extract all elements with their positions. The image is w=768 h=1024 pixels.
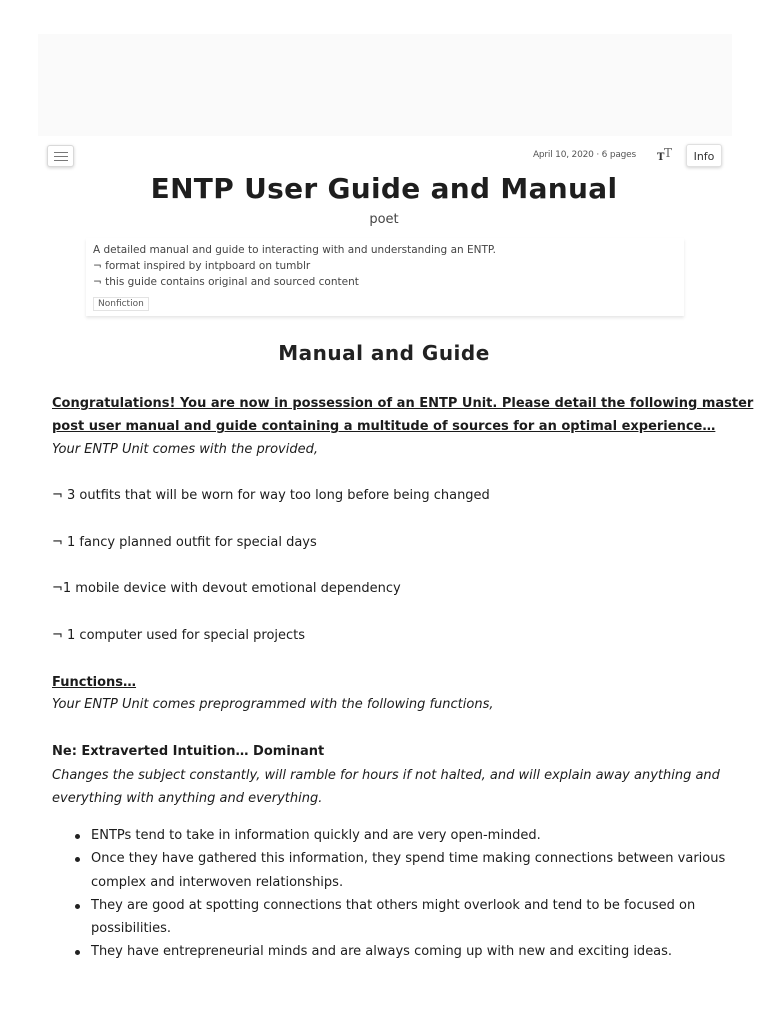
bullet-item: complex and interwoven relationships. bbox=[91, 875, 344, 890]
description-line: A detailed manual and guide to interacting with and understanding an ENTP. bbox=[93, 244, 496, 256]
bullet-icon bbox=[75, 904, 80, 909]
document-title: ENTP User Guide and Manual bbox=[150, 172, 618, 205]
info-button[interactable]: Info bbox=[686, 144, 722, 167]
intro-text: post user manual and guide containing a multitude of sources for an optimal experience… bbox=[52, 419, 716, 434]
description-card bbox=[86, 238, 684, 316]
bullet-item: They have entrepreneurial minds and are always coming up with new and exciting ideas. bbox=[91, 944, 673, 959]
document-meta: April 10, 2020 · 6 pages bbox=[532, 150, 636, 160]
ne-heading: Ne: Extraverted Intuition… Dominant bbox=[52, 744, 325, 759]
functions-text: Your ENTP Unit comes preprogrammed with the following functions, bbox=[52, 697, 494, 712]
list-item: ¬ 1 computer used for special projects bbox=[52, 628, 306, 643]
description-line: ¬ format inspired by intpboard on tumblr bbox=[93, 260, 311, 272]
bullet-item: Once they have gathered this information, they spend time making connections between various bbox=[91, 851, 726, 866]
list-item: ¬ 3 outfits that will be worn for way too long before being changed bbox=[52, 488, 490, 503]
list-item: ¬1 mobile device with devout emotional dependency bbox=[52, 581, 401, 596]
author-link[interactable]: poet bbox=[369, 212, 399, 227]
ne-description: Changes the subject constantly, will ramble for hours if not halted, and will explain away anything and bbox=[52, 768, 720, 783]
ne-description: everything with anything and everything. bbox=[52, 791, 323, 806]
ad-banner bbox=[38, 34, 732, 136]
description-line: ¬ this guide contains original and sourced content bbox=[93, 276, 359, 288]
text-size-icon[interactable]: T T bbox=[657, 146, 673, 163]
bullet-item: ENTPs tend to take in information quickly and are very open-minded. bbox=[91, 828, 541, 843]
list-item: ¬ 1 fancy planned outfit for special days bbox=[52, 535, 317, 550]
hamburger-icon bbox=[54, 152, 68, 153]
bullet-item: possibilities. bbox=[91, 921, 172, 936]
menu-button[interactable] bbox=[47, 145, 74, 167]
bullet-icon bbox=[75, 834, 80, 839]
bullet-icon bbox=[75, 857, 80, 862]
bullet-icon bbox=[75, 950, 80, 955]
functions-heading: Functions… bbox=[52, 675, 137, 690]
intro-text: Congratulations! You are now in possession of an ENTP Unit. Please detail the following master bbox=[52, 396, 754, 411]
category-tag[interactable]: Nonfiction bbox=[93, 297, 149, 311]
provided-text: Your ENTP Unit comes with the provided, bbox=[52, 442, 318, 457]
bullet-item: They are good at spotting connections that others might overlook and tend to be focused on bbox=[91, 898, 696, 913]
section-heading: Manual and Guide bbox=[278, 341, 490, 365]
